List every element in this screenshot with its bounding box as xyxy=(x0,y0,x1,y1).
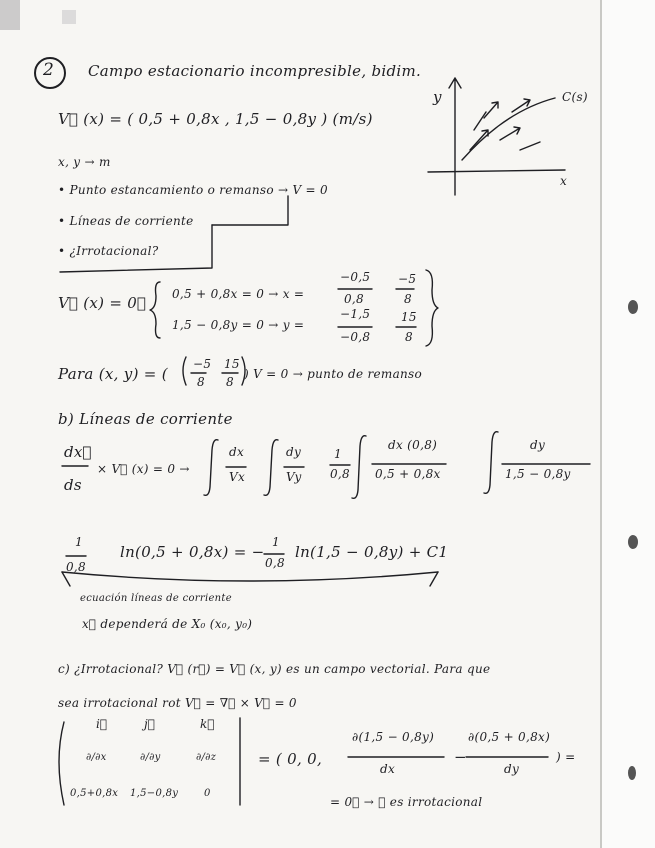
items-box-top xyxy=(212,196,288,225)
paren-right xyxy=(242,357,245,385)
sketch-arrow xyxy=(520,142,540,150)
curl-den1: dx xyxy=(380,762,396,776)
int2-num: dy xyxy=(286,445,302,459)
eq1-result-num: −5 xyxy=(398,272,417,286)
problem-title: Campo estacionario incompresible, bidim. xyxy=(88,62,422,80)
cross-product-zero: × V⃗ (x) = 0 → xyxy=(97,462,190,476)
int1-den: Vx xyxy=(229,470,246,484)
eq1-frac-num: −0,5 xyxy=(340,270,371,284)
sketch-arrow xyxy=(474,112,486,130)
int1-num: dx xyxy=(229,445,245,459)
sketch-curve-label: C(s) xyxy=(562,90,588,104)
final-rhs-num: 1 xyxy=(272,535,280,549)
eq2-result-num: 15 xyxy=(401,310,417,324)
result-x-num: −5 xyxy=(193,357,212,371)
matrix-vy: 1,5−0,8y xyxy=(130,788,179,799)
sketch-arrow xyxy=(512,99,530,112)
final-equation: ln(0,5 + 0,8x) = − xyxy=(120,543,265,561)
matrix-j: j⃗ xyxy=(144,717,156,731)
problem-number: 2 xyxy=(43,60,55,80)
stagnation-result-suffix: ) V = 0 → punto de remanso xyxy=(244,367,423,381)
int2-den: Vy xyxy=(286,470,302,484)
eq2-frac-den: −0,8 xyxy=(340,330,371,344)
matrix-paren-left xyxy=(59,722,64,805)
curl-minus: − xyxy=(454,748,467,766)
item-stagnation: • Punto estancamiento o remanso → V = 0 xyxy=(58,183,328,197)
eq2-result-den: 8 xyxy=(405,330,413,344)
coef-num: 1 xyxy=(334,447,342,461)
sketch-y-label: y xyxy=(433,88,442,106)
system-brace-right xyxy=(426,270,438,346)
integral-sign xyxy=(484,432,498,494)
dx-vector: dx⃗ xyxy=(64,443,92,461)
eq2-frac-num: −1,5 xyxy=(340,307,371,321)
integral-sign xyxy=(264,440,278,496)
integral-sign xyxy=(204,440,218,496)
part-c-line1: c) ¿Irrotacional? V⃗ (r⃗) = V⃗ (x, y) es un campo vectorial. Para que xyxy=(58,662,491,676)
system-brace-left xyxy=(150,282,160,338)
sketch-x-label: x xyxy=(560,174,568,188)
ds: ds xyxy=(64,476,82,494)
sketch-x-axis xyxy=(428,170,565,172)
velocity-definition: V⃗ (x) = ( 0,5 + 0,8x , 1,5 − 0,8y ) (m/s) xyxy=(58,110,373,128)
int4-num: dy xyxy=(530,438,546,452)
sketch-arrow xyxy=(484,102,498,118)
final-rhs: ln(1,5 − 0,8y) + C1 xyxy=(295,543,449,561)
int3-num: dx (0,8) xyxy=(388,438,438,452)
matrix-i: i⃗ xyxy=(96,717,108,731)
sketch-arrow xyxy=(470,130,488,150)
final-coef-den: 0,8 xyxy=(66,560,86,574)
stagnation-eq2: 1,5 − 0,8y = 0 → y = xyxy=(172,318,305,332)
irrotational-conclusion: = 0⃗ → ✓ es irrotacional xyxy=(330,795,483,809)
part-c-line2: sea irrotacional rot V⃗ = ∇⃗ × V⃗ = 0 xyxy=(58,696,297,710)
underbrace xyxy=(62,572,438,586)
sketch-streamline xyxy=(462,98,555,160)
dependence-note: x⃗ dependerá de X₀ (x₀, y₀) xyxy=(82,617,253,631)
int4-den: 1,5 − 0,8y xyxy=(505,467,571,481)
item-irrotational: • ¿Irrotacional? xyxy=(58,244,159,258)
matrix-vx: 0,5+0,8x xyxy=(70,788,119,799)
coef-den: 0,8 xyxy=(330,467,350,481)
matrix-k: k⃗ xyxy=(200,717,215,731)
item-streamlines: • Líneas de corriente xyxy=(58,214,194,228)
result-y-den: 8 xyxy=(226,375,234,389)
units-note: x, y → m xyxy=(58,155,111,169)
eq1-frac-den: 0,8 xyxy=(344,292,364,306)
curl-den2: dy xyxy=(504,762,520,776)
integral-sign xyxy=(352,436,366,499)
part-b-heading: b) Líneas de corriente xyxy=(58,410,233,428)
result-y-num: 15 xyxy=(224,357,240,371)
matrix-d-dx: ∂/∂x xyxy=(86,752,107,763)
underbrace xyxy=(62,572,438,581)
items-box xyxy=(60,225,212,272)
curl-num2: ∂(0,5 + 0,8x) xyxy=(468,730,551,744)
eq1-result-den: 8 xyxy=(404,292,412,306)
int3-den: 0,5 + 0,8x xyxy=(375,467,441,481)
sketch-arrow xyxy=(500,127,520,140)
paren-left xyxy=(183,357,186,385)
curl-suffix: ) = xyxy=(556,750,576,764)
matrix-d-dz: ∂/∂z xyxy=(196,752,217,763)
curl-num1: ∂(1,5 − 0,8y) xyxy=(352,730,435,744)
sketch-y-axis xyxy=(449,78,461,195)
streamline-equation-label: ecuación líneas de corriente xyxy=(80,593,232,604)
stagnation-lhs: V⃗ (x) = 0⃗ xyxy=(58,294,147,312)
final-rhs-den: 0,8 xyxy=(265,556,285,570)
stagnation-result-prefix: Para (x, y) = ( xyxy=(58,365,168,383)
result-x-den: 8 xyxy=(197,375,205,389)
matrix-vz: 0 xyxy=(204,788,211,799)
matrix-d-dy: ∂/∂y xyxy=(140,752,161,763)
stagnation-eq1: 0,5 + 0,8x = 0 → x = xyxy=(172,287,305,301)
curl-prefix: = ( 0, 0, xyxy=(258,750,323,768)
final-coef-num: 1 xyxy=(75,535,83,549)
